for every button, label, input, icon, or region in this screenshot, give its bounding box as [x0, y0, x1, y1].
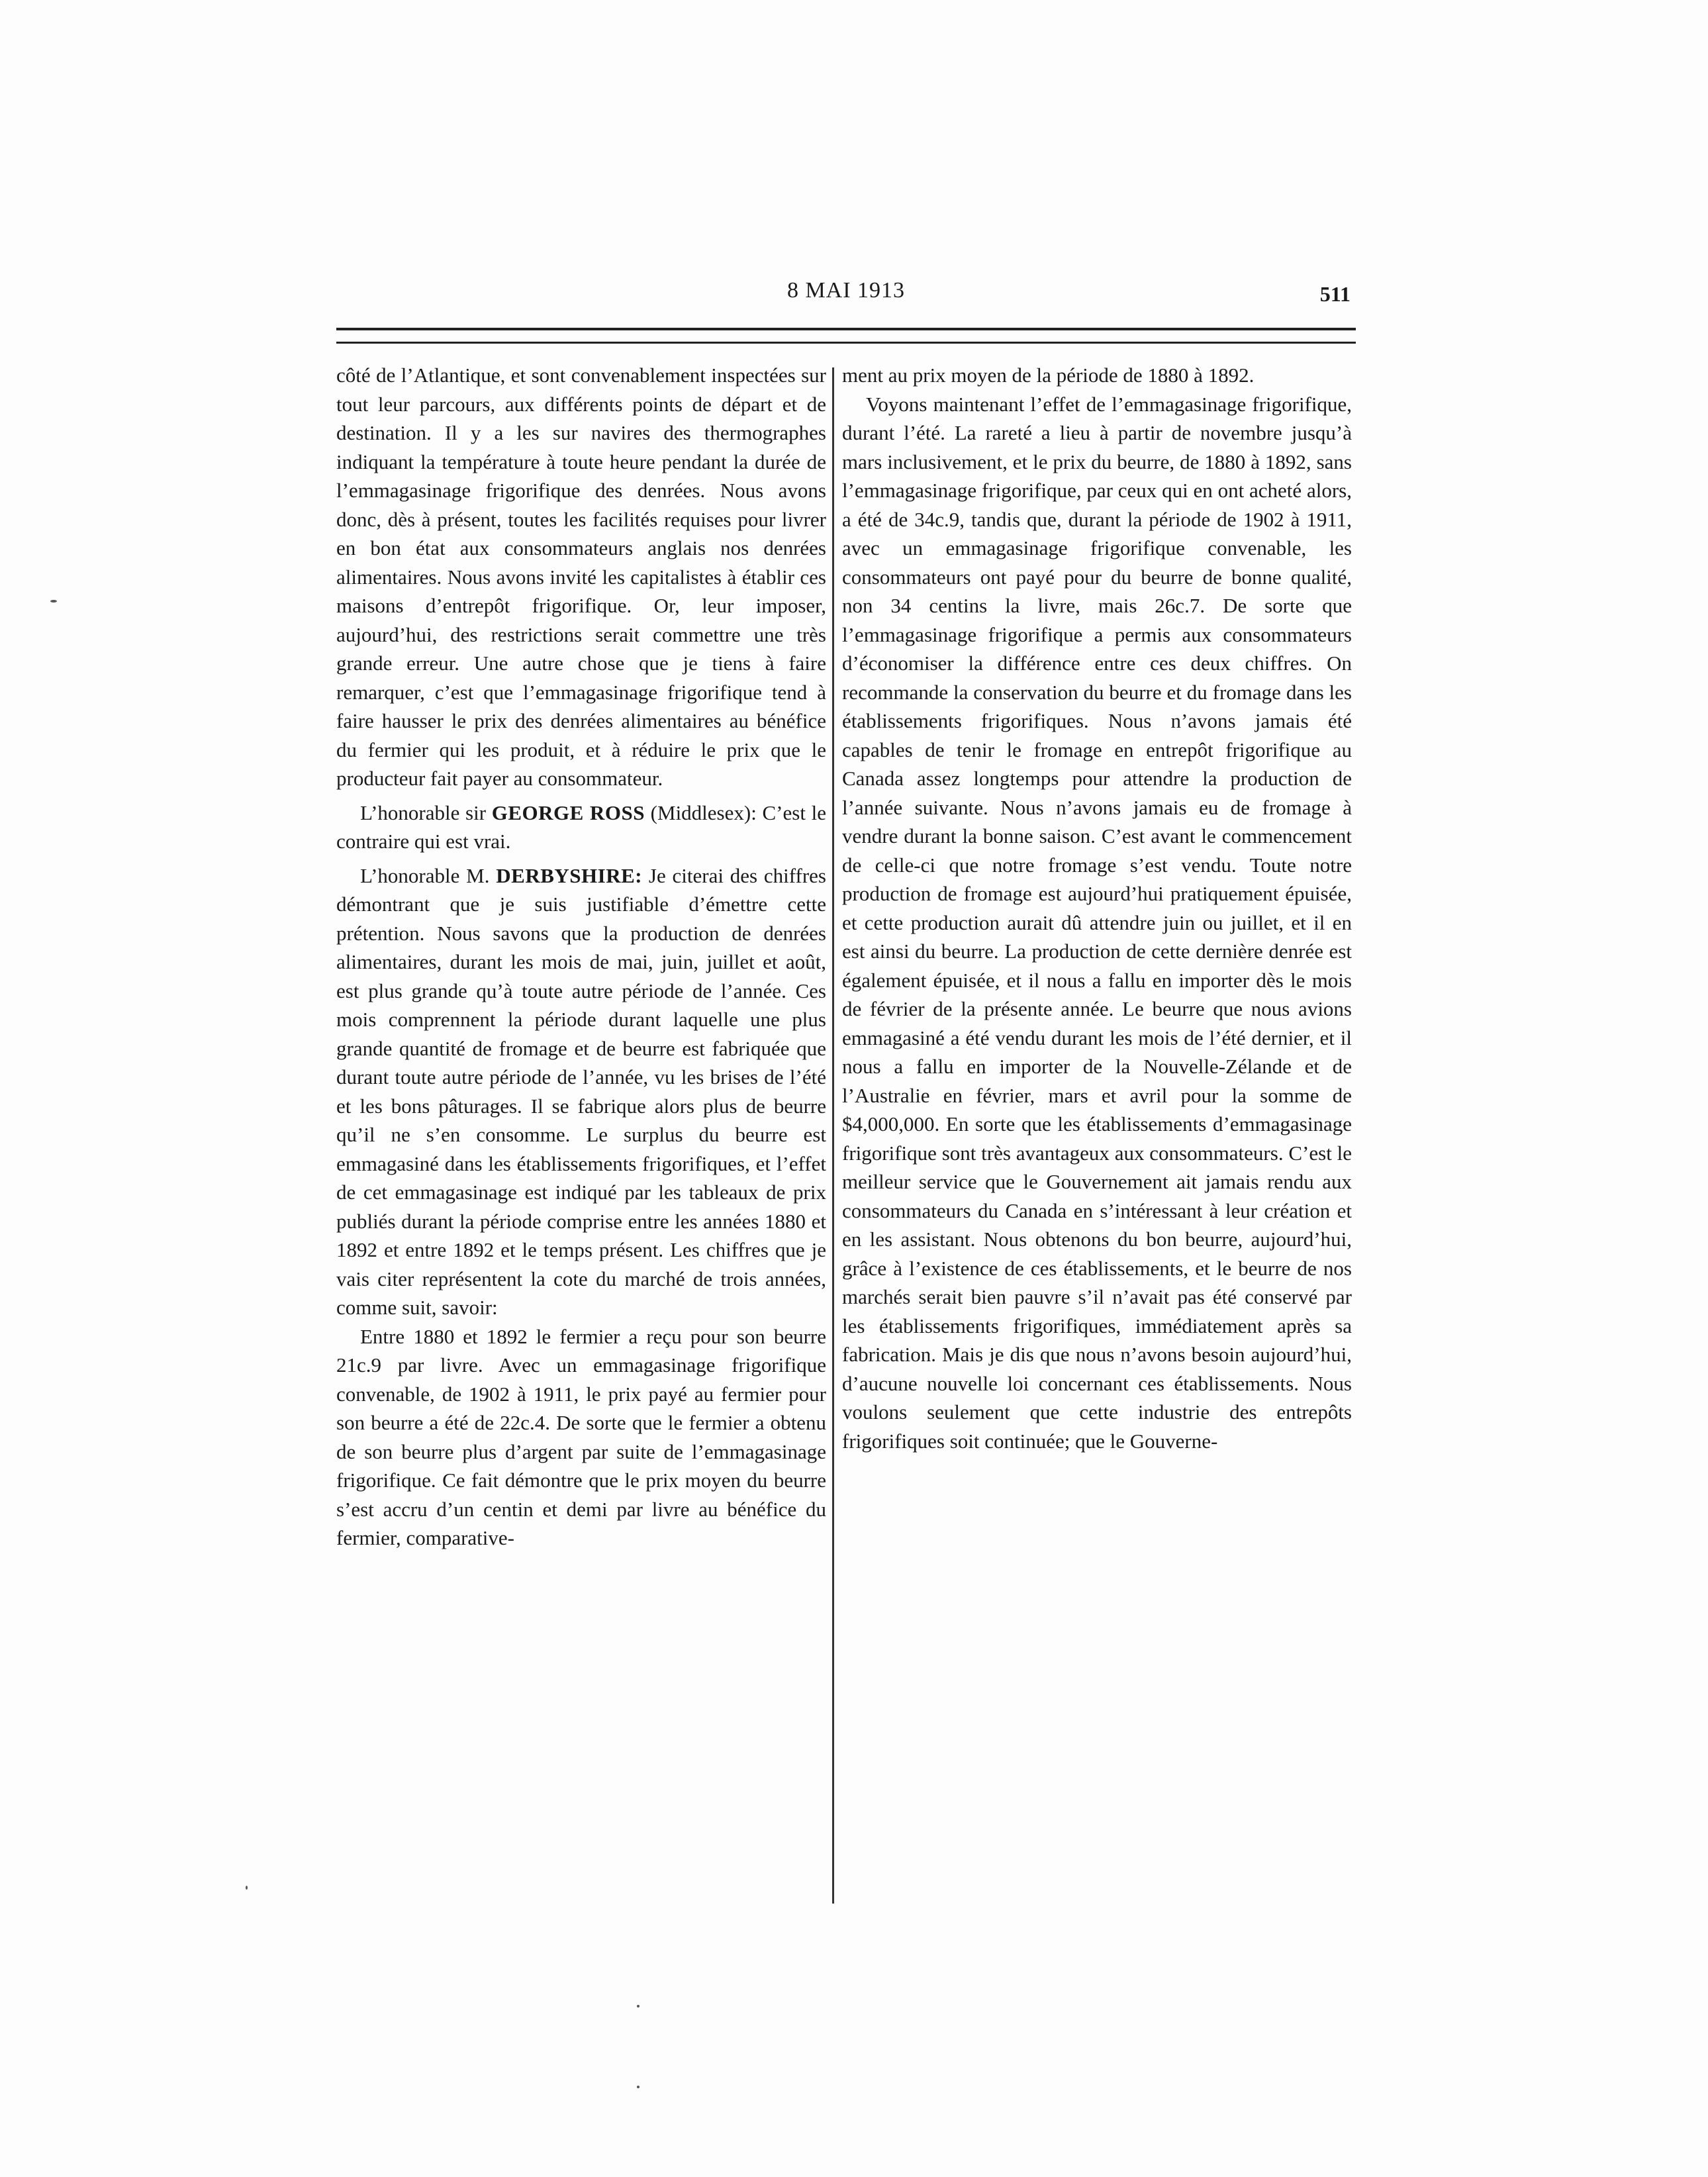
scan-speck: [246, 1886, 248, 1890]
speaker-name: DERBYSHIRE:: [496, 863, 643, 887]
right-column: [842, 361, 1352, 1455]
speaker-prefix: L’honorable sir: [360, 800, 492, 824]
scan-speck: [637, 2005, 640, 2008]
left-paragraph-2: [336, 798, 826, 856]
page-header: [336, 278, 1356, 318]
scan-speck: [637, 2086, 640, 2088]
left-paragraph-4: Entre 1880 et 1892 le fermier a reçu pour son beurre 21c.9 par livre. Avec un emmagasinage frigorifique convenable, de 1902 à 1911, le prix payé au fermier pour son beurre a été de 22c.4. De sorte que le fermier a obtenu de son beurre plus d’argent par suite de l’emmagasinage frigorifique. Ce fait démontre que le prix moyen du beurre s’est accru d’un centin et demi par livre au bénéfice du fermier, comparative-: [336, 1324, 826, 1549]
speaker-prefix: L’honorable M.: [360, 863, 497, 887]
left-paragraph-1: côté de l’Atlantique, et sont convenablement inspectées sur tout leur parcours, aux différents points de départ et de destination. Il y a les sur navires des thermographes indiquant la température à toute heure pendant la durée de l’emmagasinage frigorifique des denrées. Nous avons donc, dès à présent, toutes les facilités requises pour livrer en bon état aux consommateurs anglais nos denrées alimentaires. Nous avons invité les capitalistes à établir ces maisons d’entrepôt frigorifique. Or, leur imposer, aujourd’hui, des restrictions serait commettre une très grande erreur. Une autre chose que je tiens à faire remarquer, c’est que l’emmagasinage frigorifique tend à faire hausser le prix des denrées alimentaires au bénéfice du fermier qui les produit, et à réduire le prix que le producteur fait payer au consommateur.: [336, 363, 826, 790]
speaker-name: GEORGE ROSS: [491, 800, 645, 824]
column-divider: [832, 367, 834, 1904]
speech-text: Je citerai des chiffres démontrant que je suis justifiable d’émettre cette prétention. Nous savons que la production de denrées alimentaires, durant les mois de mai, juin, juillet et août, est plus grande qu’à toute autre période de l’année. Ces mois comprennent la période durant laquelle une plus grande quantité de fromage et de beurre est fabriquée que durant toute autre période de l’année, vu les brises de l’été et les bons pâturages. Il se fabrique alors plus de beurre qu’il ne s’en consomme. Le surplus du beurre est emmagasiné dans les établissements frigorifiques, et l’effet de cet emmagasinage est indiqué par les tableaux de prix publiés durant la période comprise entre les années 1880 et 1892 et entre 1892 et le temps présent. Les chiffres que je vais citer représentent la cote du marché de trois années, comme suit, savoir:: [336, 863, 826, 1319]
right-paragraph-1: ment au prix moyen de la période de 1880 à 1892.: [842, 363, 1255, 387]
page-number: 511: [1319, 282, 1351, 306]
header-rule-bottom: [336, 342, 1356, 344]
header-rule-top: [336, 328, 1356, 330]
header-date: 8 MAI 1913: [786, 278, 906, 303]
left-column: [336, 361, 826, 1553]
speech-text: (Middlesex): C’est le contraire qui est vrai.: [336, 800, 826, 853]
scan-speck: [50, 600, 57, 603]
right-paragraph-2: Voyons maintenant l’effet de l’emmagasinage frigorifique, durant l’été. La rareté a lieu à partir de novembre jusqu’à mars inclusivement, et le prix du beurre, de 1880 à 1892, sans l’emmagasinage frigorifique, par ceux qui en ont acheté alors, a été de 34c.9, tandis que, durant la période de 1902 à 1911, avec un emmagasinage frigorifique convenable, les consommateurs ont payé pour du beurre de bonne qualité, non 34 centins la livre, mais 26c.7. De sorte que l’emmagasinage frigorifique a permis aux consommateurs d’économiser la différence entre ces deux chiffres. On recommande la conservation du beurre et du fromage dans les établissements frigorifiques. Nous n’avons jamais été capables de tenir le fromage en entrepôt frigorifique au Canada assez longtemps pour attendre la production de l’année suivante. Nous n’avons jamais eu de fromage à vendre durant la bonne saison. C’est avant le commencement de celle-ci que notre fromage s’est vendu. Toute notre production de fromage est aujourd’hui pratiquement épuisée, et cette production aurait dû attendre juin ou juillet, et il en est ainsi du beurre. La production de cette dernière denrée est également épuisée, et il nous a fallu en importer dès le mois de février de la présente année. Le beurre que nous avions emmagasiné a été vendu durant les mois de l’été dernier, et il nous a fallu en importer de la Nouvelle-Zélande et de l’Australie en février, mars et avril pour la somme de $4,000,000. En sorte que les établissements d’emmagasinage frigorifique sont très avantageux aux consommateurs. C’est le meilleur service que le Gouvernement ait jamais rendu aux consommateurs du Canada en s’intéressant à leur création et en les assistant. Nous obtenons du bon beurre, aujourd’hui, grâce à l’existence de ces établissements, et le beurre de nos marchés serait bien pauvre s’il n’avait pas été conservé par les établissements frigorifiques, immédiatement après sa fabrication. Mais je dis que nous n’avons besoin aujourd’hui, d’aucune nouvelle loi concernant ces établissements. Nous voulons seulement que cette industrie des entrepôts frigorifiques soit continuée; que le Gouverne-: [842, 392, 1352, 1453]
left-paragraph-3: [336, 861, 826, 1322]
